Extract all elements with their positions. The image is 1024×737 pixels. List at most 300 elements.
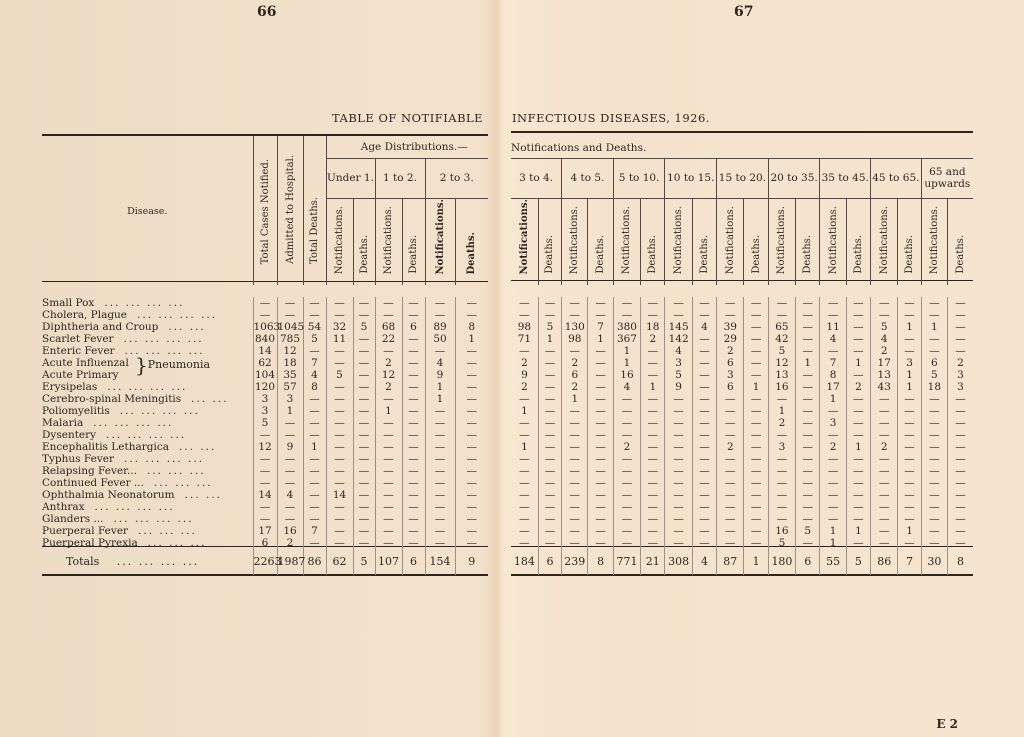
table-cell: — [455, 405, 488, 417]
table-row [511, 369, 973, 381]
table-cell: — [921, 297, 947, 309]
table-cell: — [402, 441, 425, 453]
disease-name: Puerperal Pyrexia [42, 537, 138, 549]
table-cell: 1 [277, 405, 303, 417]
table-cell: 8 [303, 381, 326, 393]
table-cell: 12 [768, 357, 795, 369]
table-cell: — [277, 417, 303, 429]
table-cell: — [871, 417, 898, 429]
table-row [42, 369, 488, 381]
table-cell: — [921, 429, 947, 441]
table-cell: — [538, 369, 561, 381]
table-cell: — [562, 489, 588, 501]
table-cell: — [692, 405, 716, 417]
table-cell: — [948, 345, 973, 357]
table-cell: — [692, 453, 716, 465]
table-cell: — [898, 393, 921, 405]
table-cell: 1 [425, 393, 455, 405]
table-cell: — [303, 501, 326, 513]
table-cell: — [665, 489, 692, 501]
table-cell: — [613, 309, 640, 321]
table-row [511, 465, 973, 477]
table-cell: — [665, 501, 692, 513]
table-cell: — [898, 309, 921, 321]
table-row [511, 297, 973, 309]
table-cell: 6 [921, 357, 947, 369]
table-cell: — [562, 501, 588, 513]
deaths-header: Deaths. [904, 235, 916, 275]
age-distributions-title: Age Distributions.— [326, 136, 488, 158]
total-cell: 239 [562, 549, 588, 575]
table-cell: — [665, 393, 692, 405]
title-left: TABLE OF NOTIFIABLE [332, 111, 484, 125]
table-cell: — [326, 393, 353, 405]
table-cell: 104 [254, 369, 276, 381]
table-cell: — [326, 429, 353, 441]
table-row [42, 417, 488, 429]
notif-header: Notifications. [518, 198, 530, 275]
table-cell: — [921, 465, 947, 477]
table-cell: — [353, 441, 375, 453]
table-cell: 1045 [277, 321, 305, 333]
table-cell: — [898, 513, 921, 525]
table-cell: — [538, 489, 561, 501]
table-cell: — [796, 429, 820, 441]
table-cell: 12 [375, 369, 402, 381]
table-cell: — [562, 477, 588, 489]
leader-dots: ... ... ... ... [113, 513, 194, 525]
table-cell: — [303, 513, 326, 525]
table-cell: — [326, 465, 353, 477]
table-cell: — [425, 525, 455, 537]
table-cell: — [425, 345, 455, 357]
table-cell: — [641, 465, 665, 477]
table-row [511, 501, 973, 513]
table-cell: 2 [641, 333, 665, 345]
table-cell: — [744, 369, 768, 381]
table-cell: — [425, 297, 455, 309]
leader-dots: ... ... ... ... [119, 405, 200, 417]
total-cell: 7 [898, 549, 921, 575]
left-body-table [42, 297, 488, 575]
table-cell: — [538, 357, 561, 369]
table-cell: — [641, 345, 665, 357]
table-cell: — [871, 537, 898, 549]
table-cell: — [562, 417, 588, 429]
table-cell: — [744, 441, 768, 453]
table-cell: — [768, 297, 795, 309]
table-cell: — [375, 525, 402, 537]
table-cell: — [921, 501, 947, 513]
table-row [511, 405, 973, 417]
table-cell: — [948, 417, 973, 429]
table-cell: 6 [717, 357, 744, 369]
table-cell: 1 [846, 441, 870, 453]
table-row [511, 513, 973, 525]
table-cell: 145 [665, 321, 692, 333]
table-cell: — [455, 453, 488, 465]
disease-name: Acute Primary [42, 369, 119, 381]
age-group-header: 5 to 10. [613, 158, 665, 198]
table-cell: — [519, 393, 530, 405]
table-cell: — [613, 393, 640, 405]
table-cell: — [277, 465, 303, 477]
table-cell: 1 [375, 405, 402, 417]
table-cell: — [692, 513, 716, 525]
footer-signature-mark: E 2 [936, 717, 958, 731]
table-cell: — [820, 453, 846, 465]
leader-dots: ... ... [191, 393, 229, 405]
table-cell: — [768, 465, 795, 477]
total-cell: 9 [455, 549, 488, 575]
table-cell: — [744, 525, 768, 537]
table-cell: — [744, 333, 768, 345]
table-cell: — [588, 429, 613, 441]
table-cell: — [353, 381, 375, 393]
table-cell: — [665, 525, 692, 537]
table-cell: — [796, 513, 820, 525]
table-cell: — [692, 369, 716, 381]
table-cell: 3 [717, 369, 744, 381]
table-cell: — [402, 489, 425, 501]
totals-label: Totals [66, 555, 100, 568]
table-cell: — [562, 537, 588, 549]
table-cell: 16 [613, 369, 640, 381]
table-row [511, 429, 973, 441]
table-cell: 1 [898, 525, 921, 537]
table-cell: — [538, 477, 561, 489]
table-cell: — [921, 477, 947, 489]
table-cell: — [455, 309, 488, 321]
notif-header: Notifications. [724, 205, 736, 275]
table-cell: 12 [253, 441, 277, 453]
table-row [42, 477, 488, 489]
table-cell: 6 [717, 381, 744, 393]
table-cell: — [948, 321, 973, 333]
table-cell: — [692, 381, 716, 393]
table-cell: — [588, 513, 613, 525]
table-cell: — [519, 297, 530, 309]
table-cell: — [375, 393, 402, 405]
table-cell: — [253, 465, 277, 477]
table-cell: 13 [768, 369, 795, 381]
table-cell: — [921, 441, 947, 453]
table-cell: — [846, 489, 870, 501]
table-cell: — [820, 489, 846, 501]
leader-dots: ... ... ... ... [104, 297, 185, 309]
table-cell: — [588, 465, 613, 477]
table-cell: — [455, 477, 488, 489]
table-cell: — [353, 369, 375, 381]
table-cell: — [641, 309, 665, 321]
table-cell: — [402, 417, 425, 429]
table-cell: — [303, 393, 326, 405]
table-cell: — [353, 357, 375, 369]
leader-dots: ... ... ... ... [124, 345, 205, 357]
table-cell: — [846, 333, 870, 345]
table-cell: — [948, 429, 973, 441]
table-cell: 62 [253, 357, 277, 369]
disease-name: Malaria [42, 417, 84, 429]
table-cell: — [402, 513, 425, 525]
total-cell: 154 [425, 549, 455, 575]
table-cell: — [796, 405, 820, 417]
total-cell: 8 [948, 549, 973, 575]
table-cell: 2 [521, 357, 528, 369]
table-cell: 3 [665, 357, 692, 369]
table-cell: 2 [521, 381, 528, 393]
total-cell: 6 [796, 549, 820, 575]
table-cell: — [588, 537, 613, 549]
table-cell: — [898, 441, 921, 453]
table-cell: — [425, 489, 455, 501]
table-cell: — [375, 309, 402, 321]
total-cell: 8 [588, 549, 613, 575]
table-cell: — [692, 477, 716, 489]
table-cell: — [717, 525, 744, 537]
disease-name: Ophthalmia Neonatorum [42, 489, 175, 501]
table-row [42, 321, 488, 333]
table-row [42, 297, 488, 309]
table-cell: 3 [253, 393, 277, 405]
table-cell: — [613, 501, 640, 513]
table-cell: — [641, 357, 665, 369]
table-cell: — [717, 309, 744, 321]
table-cell: 29 [717, 333, 744, 345]
table-cell: 6 [562, 369, 588, 381]
table-cell: — [796, 489, 820, 501]
totals-dots: ... ... ... ... [116, 555, 200, 568]
table-row [511, 537, 973, 549]
table-cell: 5 [768, 537, 795, 549]
table-cell: — [898, 345, 921, 357]
table-cell: — [846, 537, 870, 549]
table-cell: — [768, 393, 795, 405]
table-row [511, 345, 973, 357]
disease-name: Diphtheria and Croup [42, 321, 159, 333]
table-cell: — [455, 345, 488, 357]
table-cell: — [898, 333, 921, 345]
age-group-header: 15 to 20. [717, 158, 769, 198]
left-header-table [42, 136, 488, 285]
table-cell: — [744, 405, 768, 417]
table-cell: — [665, 453, 692, 465]
table-cell: — [353, 333, 375, 345]
table-cell: — [538, 405, 561, 417]
table-row [42, 537, 488, 549]
total-cell: 6 [402, 549, 425, 575]
table-cell: 98 [517, 321, 532, 333]
table-cell: — [665, 513, 692, 525]
table-cell: — [425, 309, 455, 321]
table-row [42, 489, 488, 501]
table-cell: — [846, 297, 870, 309]
table-cell: — [455, 369, 488, 381]
table-cell: 4 [665, 345, 692, 357]
table-cell: 2 [717, 345, 744, 357]
table-cell: — [277, 453, 303, 465]
table-cell: 1 [898, 321, 921, 333]
table-cell: — [820, 429, 846, 441]
table-cell: — [871, 429, 898, 441]
table-cell: — [796, 537, 820, 549]
table-row [511, 441, 973, 453]
table-cell: — [744, 465, 768, 477]
leader-dots: ... ... ... ... [137, 309, 218, 321]
table-cell: — [898, 405, 921, 417]
table-cell: — [921, 393, 947, 405]
disease-name: Continued Fever ... [42, 477, 144, 489]
table-cell: — [921, 417, 947, 429]
table-row [42, 345, 488, 357]
age-group-header: 4 to 5. [562, 158, 614, 198]
table-cell: 2 [948, 357, 973, 369]
table-cell: — [744, 309, 768, 321]
group-2-to-3: 2 to 3. [425, 158, 488, 198]
table-cell: — [871, 489, 898, 501]
table-cell: — [921, 489, 947, 501]
notif-header: Notifications. [434, 198, 446, 275]
disease-name: Encephalitis Lethargica [42, 441, 169, 453]
total-cell: 86 [303, 549, 326, 575]
table-cell: — [871, 477, 898, 489]
table-cell: 840 [254, 333, 276, 345]
table-cell: — [613, 297, 640, 309]
table-cell: — [425, 513, 455, 525]
total-cell: 308 [665, 549, 692, 575]
table-cell: — [562, 465, 588, 477]
table-cell: — [948, 393, 973, 405]
left-page-number: 66 [257, 4, 277, 20]
table-cell: — [455, 465, 488, 477]
table-cell: 11 [820, 321, 846, 333]
table-cell: 1 [538, 333, 561, 345]
table-cell: — [303, 429, 326, 441]
table-cell: — [665, 297, 692, 309]
table-cell: — [744, 501, 768, 513]
table-cell: — [948, 405, 973, 417]
table-cell: 7 [303, 525, 326, 537]
table-cell: — [519, 465, 530, 477]
table-cell: — [562, 453, 588, 465]
table-cell: — [796, 465, 820, 477]
table-cell: — [326, 441, 353, 453]
group-1-to-2: 1 to 2. [375, 158, 425, 198]
leader-dots: ... ... [184, 489, 223, 501]
table-cell: — [641, 429, 665, 441]
admitted-header: Admitted to Hospital. [284, 155, 296, 265]
table-cell: 3 [277, 393, 303, 405]
table-cell: 1 [455, 333, 488, 345]
disease-name: Enteric Fever [42, 345, 115, 357]
table-cell: — [744, 429, 768, 441]
table-cell: — [796, 333, 820, 345]
table-cell: 54 [303, 321, 326, 333]
table-cell: — [768, 453, 795, 465]
table-cell: — [613, 429, 640, 441]
table-cell: — [692, 345, 716, 357]
table-cell: — [898, 453, 921, 465]
notifications-deaths-title: Notifications and Deaths. [511, 141, 647, 154]
table-cell: — [898, 465, 921, 477]
table-cell: — [425, 429, 455, 441]
table-cell: — [871, 453, 898, 465]
table-cell: 2 [820, 441, 846, 453]
table-cell: 9 [277, 441, 303, 453]
table-cell: 4 [820, 333, 846, 345]
table-cell: — [519, 525, 530, 537]
total-cell: 5 [846, 549, 870, 575]
table-cell: — [796, 453, 820, 465]
table-cell: — [588, 381, 613, 393]
table-cell: — [455, 417, 488, 429]
table-cell: — [303, 309, 326, 321]
table-cell: 1 [820, 525, 846, 537]
table-cell: — [768, 513, 795, 525]
table-cell: 8 [455, 321, 488, 333]
table-cell: — [820, 309, 846, 321]
table-cell: — [538, 417, 561, 429]
table-cell: — [846, 309, 870, 321]
table-cell: — [641, 297, 665, 309]
table-row [511, 453, 973, 465]
leader-dots: ... ... ... ... [124, 453, 205, 465]
table-cell: — [519, 429, 530, 441]
table-cell: — [641, 501, 665, 513]
table-cell: — [641, 417, 665, 429]
table-cell: — [820, 297, 846, 309]
table-cell: — [402, 309, 425, 321]
table-cell: 1 [588, 333, 613, 345]
table-cell: — [375, 441, 402, 453]
table-cell: — [921, 525, 947, 537]
table-cell: — [641, 525, 665, 537]
table-cell: 16 [768, 381, 795, 393]
table-cell: — [744, 393, 768, 405]
table-cell: 22 [375, 333, 402, 345]
table-cell: — [326, 345, 353, 357]
table-row [511, 525, 973, 537]
disease-name: Anthrax [42, 501, 85, 513]
table-cell: 785 [277, 333, 303, 345]
table-cell: — [871, 525, 898, 537]
deaths-header: Deaths. [802, 235, 814, 275]
table-cell: — [538, 393, 561, 405]
table-cell: — [717, 405, 744, 417]
table-cell: 18 [921, 381, 947, 393]
total-cell: 6 [538, 549, 561, 575]
table-cell: — [353, 405, 375, 417]
table-cell: — [588, 477, 613, 489]
table-cell: — [588, 357, 613, 369]
table-cell: — [538, 297, 561, 309]
table-cell: — [402, 393, 425, 405]
leader-dots: ... ... ... ... [106, 429, 187, 441]
table-cell: — [768, 477, 795, 489]
table-cell: 1 [613, 345, 640, 357]
table-cell: 35 [277, 369, 303, 381]
table-cell: — [326, 453, 353, 465]
disease-name: Small Pox [42, 297, 95, 309]
table-cell: — [641, 393, 665, 405]
table-cell: — [871, 501, 898, 513]
table-cell: 2 [562, 357, 588, 369]
total-cell: 5 [353, 549, 375, 575]
table-cell: 5 [921, 369, 947, 381]
table-cell: — [455, 429, 488, 441]
table-cell: — [326, 405, 353, 417]
deaths-header: Deaths. [408, 235, 419, 275]
